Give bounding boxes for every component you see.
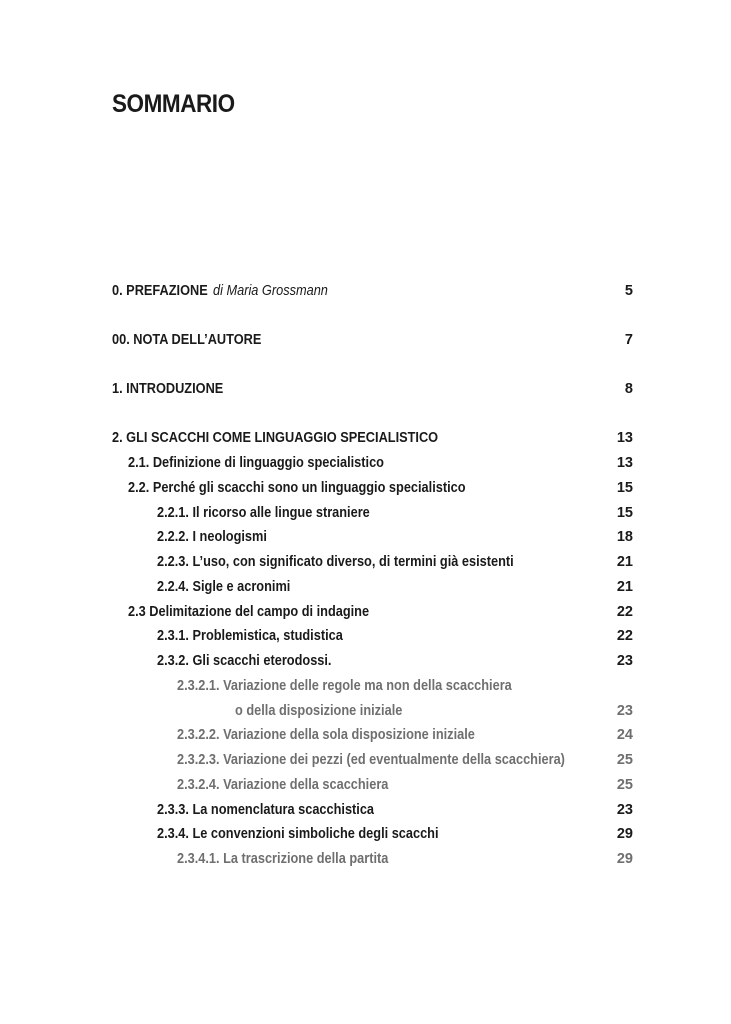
toc-entry-label: 2.3.2.3. Variazione dei pezzi (ed eventualmente della scacchiera) bbox=[177, 752, 565, 768]
toc-page-number: 24 bbox=[616, 727, 633, 743]
toc-entry-label: 2.3.2.2. Variazione della sola disposizione iniziale bbox=[177, 727, 475, 743]
toc-entry-label: 2.3.3. La nomenclatura scacchistica bbox=[157, 802, 375, 818]
toc-entry-2-3-2-1 bbox=[112, 675, 633, 697]
toc-entry-label: 2.3.2. Gli scacchi eterodossi. bbox=[157, 653, 332, 669]
toc-entry-label: 1. INTRODUZIONE bbox=[112, 381, 224, 397]
toc-page-number: 13 bbox=[616, 455, 633, 471]
toc-page-number: 29 bbox=[616, 826, 633, 842]
toc-entry-label: 2.3 Delimitazione del campo di indagine bbox=[128, 604, 370, 620]
toc-page-number: 23 bbox=[616, 802, 633, 818]
toc-page-number: 23 bbox=[616, 653, 633, 669]
toc-entry-2-3-2-1-continued bbox=[112, 700, 633, 722]
toc-entry-2-2-2 bbox=[112, 526, 633, 548]
toc-entry-2-3-1 bbox=[112, 625, 633, 647]
toc-entry-2-2-4 bbox=[112, 576, 633, 598]
toc-entry-2-2-1 bbox=[112, 502, 633, 524]
toc-entry-introduzione bbox=[112, 378, 633, 400]
toc-page-number: 21 bbox=[616, 579, 633, 595]
toc-entry-title: 0. PREFAZIONE bbox=[112, 283, 208, 299]
toc-entry-label: 2. GLI SCACCHI COME LINGUAGGIO SPECIALISTICO bbox=[112, 430, 439, 446]
toc-entry-label: 2.2.2. I neologismi bbox=[157, 529, 267, 545]
toc-entry-label: 2.2.3. L’uso, con significato diverso, di termini già esistenti bbox=[157, 554, 514, 570]
toc-entry-author: di Maria Grossmann bbox=[213, 283, 328, 299]
toc-entry-label: 00. NOTA DELL’AUTORE bbox=[112, 332, 262, 348]
toc-page-number: 15 bbox=[616, 505, 633, 521]
toc-entry-nota-autore bbox=[112, 329, 633, 351]
toc-page-number: 22 bbox=[616, 628, 633, 644]
toc-page-number: 5 bbox=[624, 283, 633, 299]
toc-page-number: 21 bbox=[616, 554, 633, 570]
toc-page-number: 18 bbox=[616, 529, 633, 545]
toc-page-number: 23 bbox=[616, 703, 633, 719]
toc-entry-label: 2.2.4. Sigle e acronimi bbox=[157, 579, 291, 595]
toc-entry-2-2 bbox=[112, 477, 633, 499]
toc-entry-2-3-2-4 bbox=[112, 774, 633, 796]
toc-entry-label bbox=[112, 280, 328, 302]
toc-entry-label: 2.3.2.4. Variazione della scacchiera bbox=[177, 777, 389, 793]
toc-entry-label: 2.3.1. Problemistica, studistica bbox=[157, 628, 343, 644]
toc-entry-label-continued: o della disposizione iniziale bbox=[235, 703, 403, 719]
toc-page-number: 15 bbox=[616, 480, 633, 496]
toc-entry-prefazione bbox=[112, 280, 633, 302]
toc-entry-2-3-2 bbox=[112, 650, 633, 672]
toc-entry-2-3-4 bbox=[112, 823, 633, 845]
toc-page-number: 25 bbox=[616, 777, 633, 793]
toc-page-number: 13 bbox=[616, 430, 633, 446]
toc-entry-chapter-2 bbox=[112, 427, 633, 449]
toc-entry-label: 2.1. Definizione di linguaggio specialistico bbox=[128, 455, 384, 471]
toc-entry-label: 2.3.4. Le convenzioni simboliche degli scacchi bbox=[157, 826, 439, 842]
toc-entry-2-3-2-3 bbox=[112, 749, 633, 771]
toc-entry-2-3-3 bbox=[112, 799, 633, 821]
toc-page-number: 7 bbox=[624, 332, 633, 348]
toc-entry-2-2-3 bbox=[112, 551, 633, 573]
toc-entry-label: 2.3.2.1. Variazione delle regole ma non della scacchiera bbox=[177, 678, 512, 694]
toc-page-number: 8 bbox=[624, 381, 633, 397]
toc-entry-label: 2.3.4.1. La trascrizione della partita bbox=[177, 851, 389, 867]
toc-entry-2-3-4-1 bbox=[112, 848, 633, 870]
toc-page-number: 29 bbox=[616, 851, 633, 867]
toc-entry-2-1 bbox=[112, 452, 633, 474]
toc-entry-2-3-2-2 bbox=[112, 724, 633, 746]
toc-entry-2-3 bbox=[112, 601, 633, 623]
toc-entry-label: 2.2. Perché gli scacchi sono un linguaggio specialistico bbox=[128, 480, 466, 496]
toc-page-number: 25 bbox=[616, 752, 633, 768]
toc-entry-label: 2.2.1. Il ricorso alle lingue straniere bbox=[157, 505, 370, 521]
toc-page-number: 22 bbox=[616, 604, 633, 620]
page-title: SOMMARIO bbox=[112, 90, 235, 118]
